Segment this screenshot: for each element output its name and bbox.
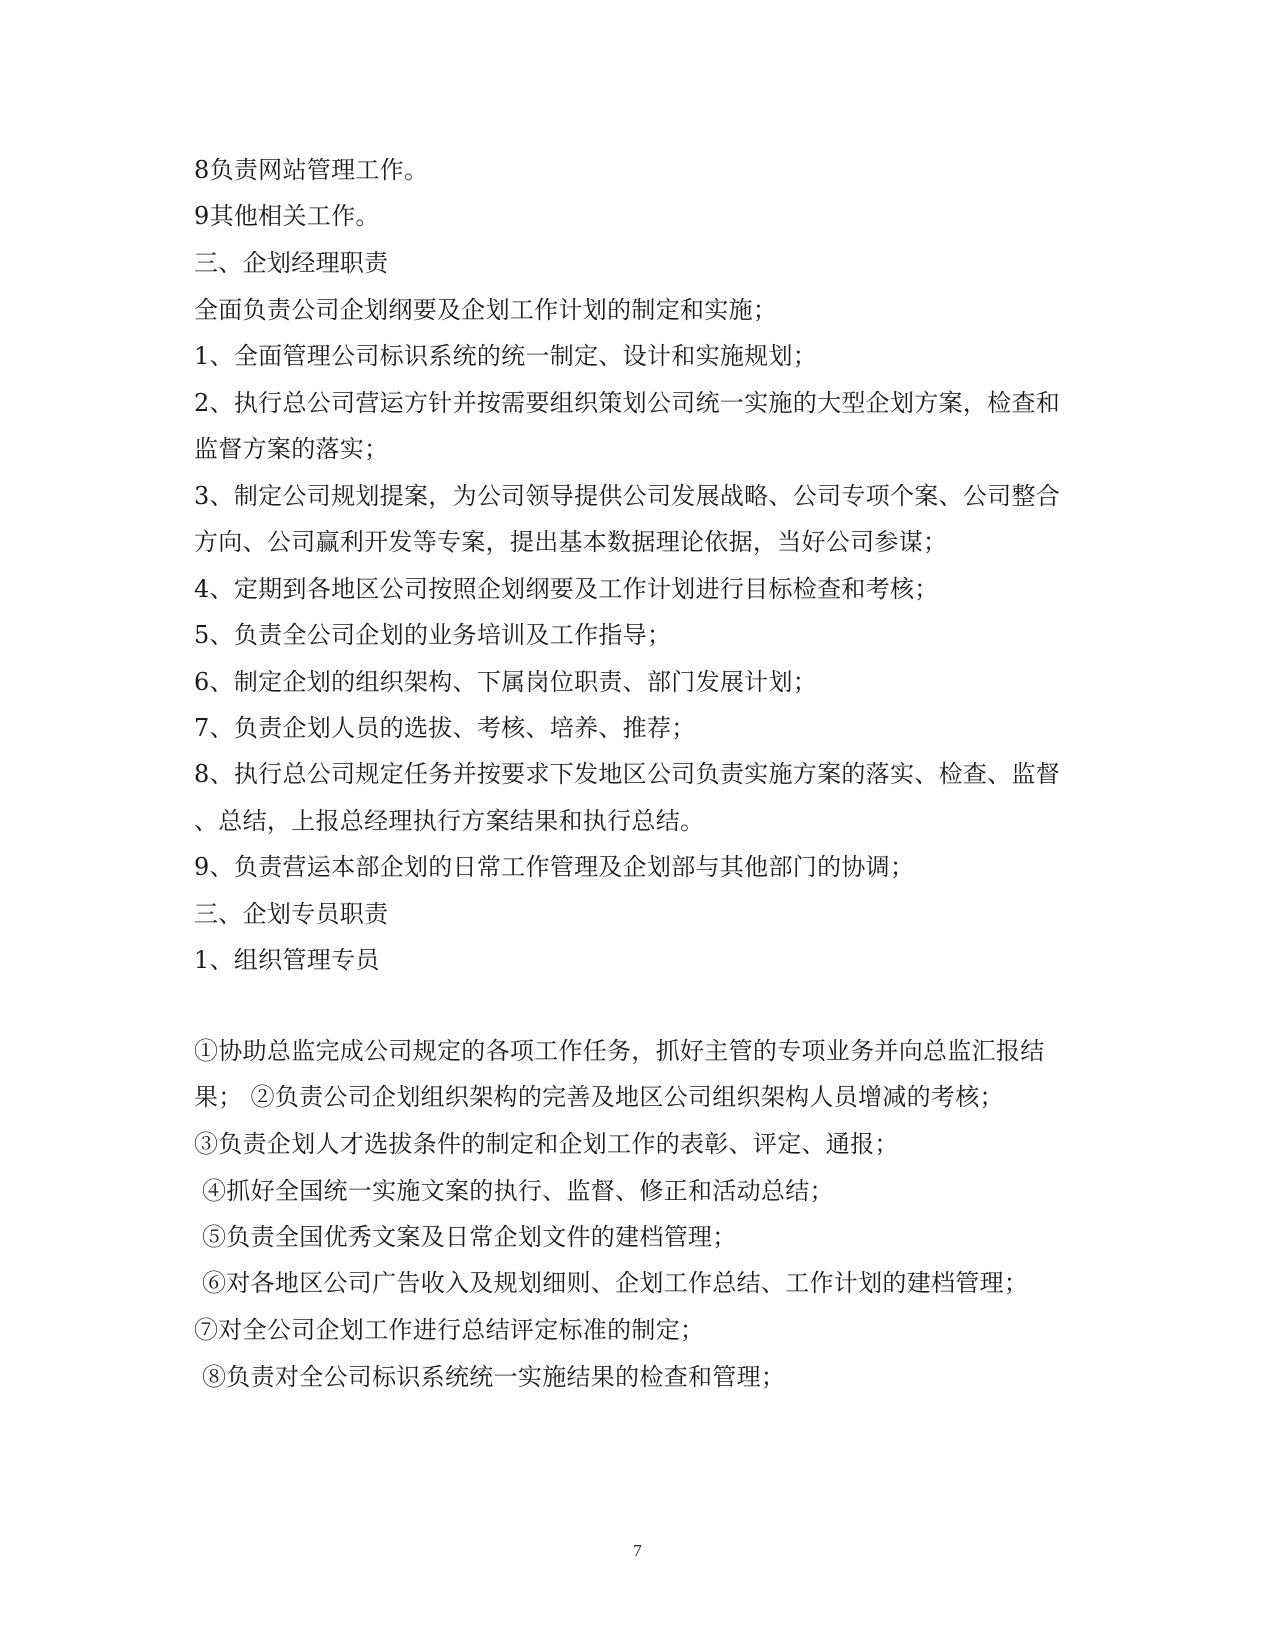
text-line: 5、负责全公司企划的业务培训及工作指导； [194,621,672,649]
text-line: 6、制定企划的组织架构、下属岗位职责、部门发展计划； [194,668,818,696]
text-line: 9其他相关工作。 [194,202,380,230]
text-line: 8、执行总公司规定任务并按要求下发地区公司负责实施方案的落实、检查、监督 [194,760,1061,788]
text-line: 1、全面管理公司标识系统的统一制定、设计和实施规划； [194,342,818,370]
text-line: 4、定期到各地区公司按照企划纲要及工作计划进行目标检查和考核； [194,575,939,603]
text-line: ⑧负责对全公司标识系统统一实施结果的检查和管理； [202,1363,786,1391]
section-heading: 三、企划专员职责 [194,900,389,928]
text-line: 9、负责营运本部企划的日常工作管理及企划部与其他部门的协调； [194,853,915,881]
text-line: 全面负责公司企划纲要及企划工作计划的制定和实施； [194,296,778,324]
subsection-heading: 1、组织管理专员 [194,946,380,974]
text-line: 7、负责企划人员的选拔、考核、培养、推荐； [194,714,696,742]
text-line: ⑦对全公司企划工作进行总结评定标准的制定； [194,1316,705,1344]
text-line: ④抓好全国统一实施文案的执行、监督、修正和活动总结； [202,1177,834,1205]
text-line: ①协助总监完成公司规定的各项工作任务，抓好主管的专项业务并向总监汇报结 [194,1037,1045,1065]
text-line: 2、执行总公司营运方针并按需要组织策划公司统一实施的大型企划方案，检查和 [194,389,1061,417]
text-line: 监督方案的落实； [194,435,389,463]
text-line: 、总结，上报总经理执行方案结果和执行总结。 [194,807,705,835]
text-line: ⑥对各地区公司广告收入及规划细则、企划工作总结、工作计划的建档管理； [202,1269,1029,1297]
text-line: 果； ②负责公司企划组织架构的完善及地区公司组织架构人员增减的考核； [194,1083,1004,1111]
section-heading: 三、企划经理职责 [194,249,389,277]
text-line: 方向、公司赢利开发等专案，提出基本数据理论依据，当好公司参谋； [194,528,948,556]
text-line: 3、制定公司规划提案，为公司领导提供公司发展战略、公司专项个案、公司整合 [194,482,1061,510]
text-line: ⑤负责全国优秀文案及日常企划文件的建档管理； [202,1223,737,1251]
text-line: ③负责企划人才选拔条件的制定和企划工作的表彰、评定、通报； [194,1130,899,1158]
page-number: 7 [633,1541,642,1560]
text-line: 8负责网站管理工作。 [194,156,429,184]
